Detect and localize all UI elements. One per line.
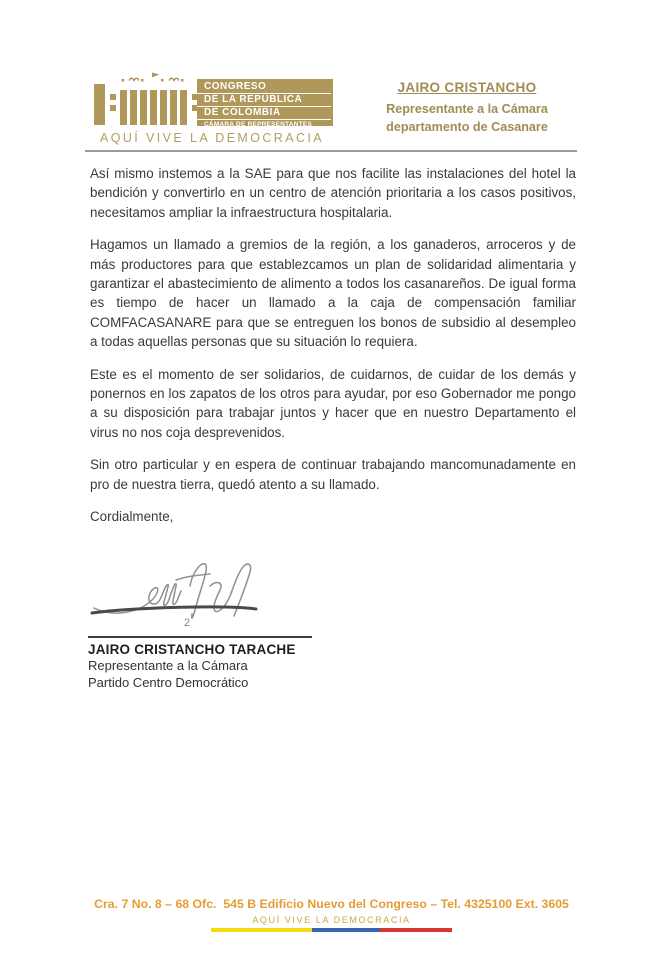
footer-slogan: AQUÍ VIVE LA DEMOCRACIA — [252, 915, 411, 925]
colombia-flag-bar — [211, 928, 453, 932]
signer-title: Representante a la Cámara — [88, 658, 248, 673]
representative-header — [368, 80, 566, 136]
flag-blue-segment — [312, 928, 380, 932]
congress-building-icon — [92, 70, 202, 127]
logo-line-3: DE COLOMBIA — [197, 107, 331, 120]
logo-line-1: CONGRESO — [197, 81, 331, 94]
letter-footer — [0, 897, 663, 932]
representative-department: departamento de Casanare — [386, 120, 548, 134]
flag-red-segment — [380, 928, 453, 932]
signature-rule — [88, 636, 312, 638]
handwritten-signature — [88, 556, 323, 630]
logo-line-4: CÁMARA DE REPRESENTANTES — [204, 121, 313, 128]
logo-line-2: DE LA REPÚBLICA — [197, 94, 331, 107]
paragraph-3: Este es el momento de ser solidarios, de cuidarnos, de cuidar de los demás y ponernos en los zapatos de los otros para ayudar, por eso Gobernador me pongo a su disposición para trabajar juntos y hacer que en nuestro Departamento el virus no nos coja desprevenidos. — [90, 366, 576, 440]
signer-party: Partido Centro Democrático — [88, 675, 249, 690]
paragraph-4: Sin otro particular y en espera de continuar trabajando mancomunadamente en pro de nuestra tierra, quedó atento a su llamado. — [90, 457, 576, 492]
signer-name: JAIRO CRISTANCHO TARACHE — [88, 642, 296, 657]
header-divider — [85, 150, 577, 152]
letter-body — [90, 164, 576, 540]
paragraph-1: Así mismo instemos a la SAE para que nos facilite las instalaciones del hotel la bendición y convertirlo en un centro de atención prioritaria a los casos positivos, necesitamos ampliar la infraestructura hospitalaria. — [90, 166, 576, 220]
footer-address: Cra. 7 No. 8 – 68 Ofc. 545 B Edificio Nuevo del Congreso – Tel. 4325100 Ext. 3605 — [94, 897, 569, 911]
paragraph-2: Hagamos un llamado a gremios de la región, a los ganaderos, arroceros y de más productores para que establezcamos un plan de solidaridad alimentaria y garantizar el abastecimiento de alimento a todos los casanareños. De igual forma es tiempo de hacer un llamado a la caja de compensación familiar COMFACASANARE para que se entreguen los bonos de subsidio al desempleo a todas aquellas personas que su situación lo requiera. — [90, 237, 576, 350]
flag-yellow-segment — [211, 928, 313, 932]
closing-salutation: Cordialmente, — [90, 509, 174, 525]
svg-text:2: 2 — [184, 617, 191, 629]
signature-block — [88, 556, 323, 691]
congress-logo-text — [197, 79, 333, 126]
header-slogan: AQUÍ VIVE LA DEMOCRACIA — [100, 131, 324, 145]
representative-title: Representante a la Cámara — [386, 102, 548, 116]
representative-name: JAIRO CRISTANCHO — [397, 80, 537, 95]
